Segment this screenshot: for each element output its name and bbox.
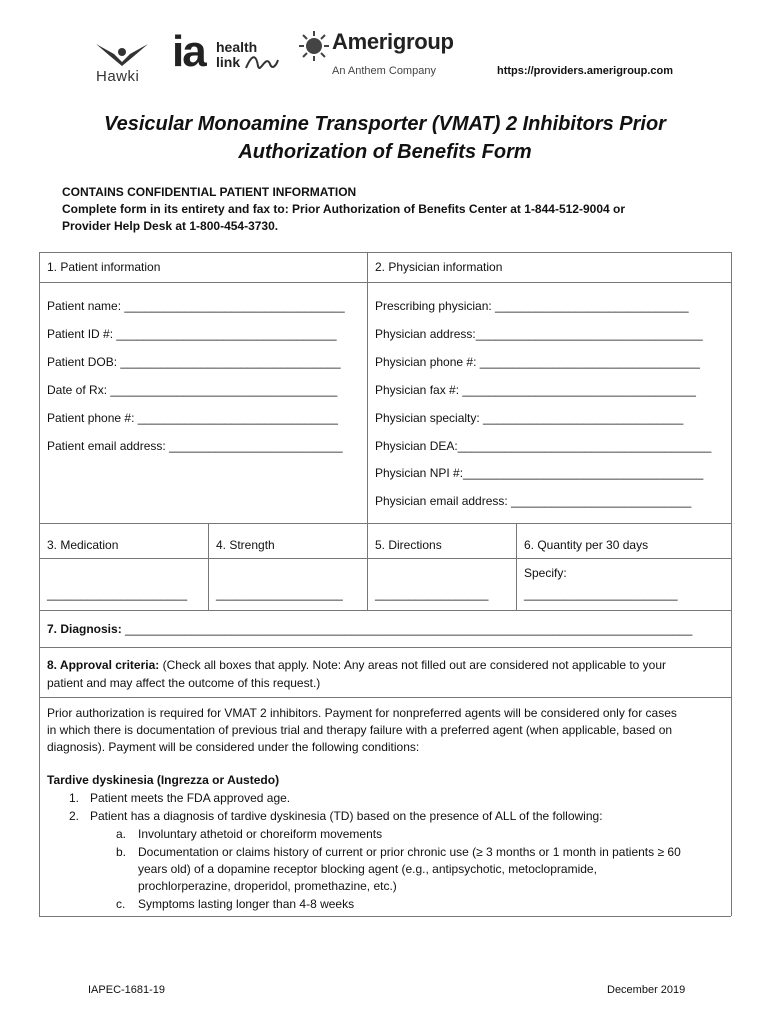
physician-phone-field[interactable]: Physician phone #: _________________________________ [375, 355, 700, 369]
confidential-notice: CONTAINS CONFIDENTIAL PATIENT INFORMATION [62, 185, 357, 199]
patient-id-field[interactable]: Patient ID #: _________________________________ [47, 327, 337, 341]
approval-criteria-block [47, 657, 727, 691]
ia-wordmark: ia [172, 27, 205, 76]
physician-specialty-field[interactable]: Physician specialty: ______________________________ [375, 411, 684, 425]
fax-instructions: Complete form in its entirety and fax to: Prior Authorization of Benefits Center at 1-844-512-9004 or [62, 202, 625, 216]
provider-url[interactable]: https://providers.amerigroup.com [497, 65, 674, 77]
criteria-paragraph [47, 705, 727, 756]
form-title-line1: Vesicular Monoamine Transporter (VMAT) 2 Inhibitors Prior [104, 113, 666, 135]
form-code: IAPEC-1681-19 [88, 984, 166, 996]
ia-health-text: health [216, 39, 258, 55]
amerigroup-subtitle: An Anthem Company [332, 65, 436, 77]
approval-criteria-note: (Check all boxes that apply. Note: Any areas not filled out are considered not applicable to your [162, 658, 667, 672]
criteria-line-2: in which there is documentation of previous trial and therapy failure with a preferred agent (when applicable, based on [47, 723, 673, 737]
criteria-item-1-number: 1. [69, 791, 80, 805]
quantity-specify-label: Specify: [524, 566, 567, 580]
hawki-logo [92, 40, 152, 90]
form-title-line2: Authorization of Benefits Form [238, 141, 532, 163]
diagnosis-label: 7. Diagnosis: [47, 622, 122, 636]
criteria-sub-b-line-1: Documentation or claims history of current or prior chronic use (≥ 3 months or 1 month in patients ≥ 60 [138, 845, 681, 859]
criteria-item-2-number: 2. [69, 809, 80, 823]
ia-link-text: link [216, 54, 241, 70]
strength-field[interactable]: ___________________ [216, 587, 343, 601]
amerigroup-wordmark: Amerigroup [332, 29, 454, 54]
criteria-sub-a-letter: a. [116, 827, 127, 841]
patient-dob-field[interactable]: Patient DOB: _________________________________ [47, 355, 341, 369]
physician-address-field[interactable]: Physician address:__________________________________ [375, 327, 703, 341]
directions-field[interactable]: _________________ [375, 587, 489, 601]
physician-fax-field[interactable]: Physician fax #: ___________________________________ [375, 383, 696, 397]
quantity-field[interactable]: _______________________ [524, 587, 678, 601]
patient-info-heading: 1. Patient information [47, 260, 161, 274]
criteria-sub-b [138, 844, 681, 895]
physician-dea-field[interactable]: Physician DEA:______________________________________ [375, 439, 712, 453]
approval-criteria-note-2: patient and may affect the outcome of this request.) [47, 676, 321, 690]
criteria-line-3: diagnosis). Payment will be considered under the following conditions: [47, 740, 420, 754]
amerigroup-logo [298, 28, 478, 80]
diagnosis-field[interactable]: _____________________________________________________________________________________ [125, 622, 693, 636]
tardive-dyskinesia-heading: Tardive dyskinesia (Ingrezza or Austedo) [47, 773, 280, 787]
physician-info-heading: 2. Physician information [375, 260, 503, 274]
criteria-sub-c-letter: c. [116, 897, 126, 911]
criteria-sub-b-line-3: prochlorperazine, droperidol, promethazine, etc.) [138, 879, 397, 893]
help-desk-line: Provider Help Desk at 1-800-454-3730. [62, 219, 279, 233]
bird-icon [94, 40, 150, 66]
form-title [40, 110, 730, 166]
criteria-item-2: Patient has a diagnosis of tardive dyskinesia (TD) based on the presence of ALL of the following: [90, 809, 603, 823]
criteria-sub-b-line-2: years old) of a dopamine receptor blocking agent (e.g., antipsychotic, metoclopramide, [138, 862, 597, 876]
directions-heading: 5. Directions [375, 538, 442, 552]
physician-email-field[interactable]: Physician email address: ___________________________ [375, 494, 692, 508]
criteria-sub-a: Involuntary athetoid or choreiform movements [138, 827, 383, 841]
medication-field[interactable]: _____________________ [47, 587, 188, 601]
medication-heading: 3. Medication [47, 538, 119, 552]
criteria-sub-b-letter: b. [116, 845, 127, 859]
criteria-sub-c: Symptoms lasting longer than 4-8 weeks [138, 897, 355, 911]
patient-email-field[interactable]: Patient email address: __________________________ [47, 439, 343, 453]
approval-criteria-heading: 8. Approval criteria: [47, 658, 160, 672]
strength-heading: 4. Strength [216, 538, 275, 552]
date-of-rx-field[interactable]: Date of Rx: __________________________________ [47, 383, 338, 397]
sun-icon [298, 30, 330, 62]
quantity-heading: 6. Quantity per 30 days [524, 538, 649, 552]
ia-health-link-logo [172, 27, 282, 80]
physician-npi-field[interactable]: Physician NPI #:____________________________________ [375, 466, 704, 480]
form-date: December 2019 [607, 984, 686, 996]
hawki-wordmark: Hawki [96, 68, 140, 85]
criteria-item-1: Patient meets the FDA approved age. [90, 791, 291, 805]
patient-name-field[interactable]: Patient name: _________________________________ [47, 299, 345, 313]
chain-icon [244, 52, 280, 72]
criteria-line-1: Prior authorization is required for VMAT 2 inhibitors. Payment for nonpreferred agents will be considered only for cases [47, 706, 677, 720]
prescribing-physician-field[interactable]: Prescribing physician: _____________________________ [375, 299, 689, 313]
patient-phone-field[interactable]: Patient phone #: ______________________________ [47, 411, 338, 425]
